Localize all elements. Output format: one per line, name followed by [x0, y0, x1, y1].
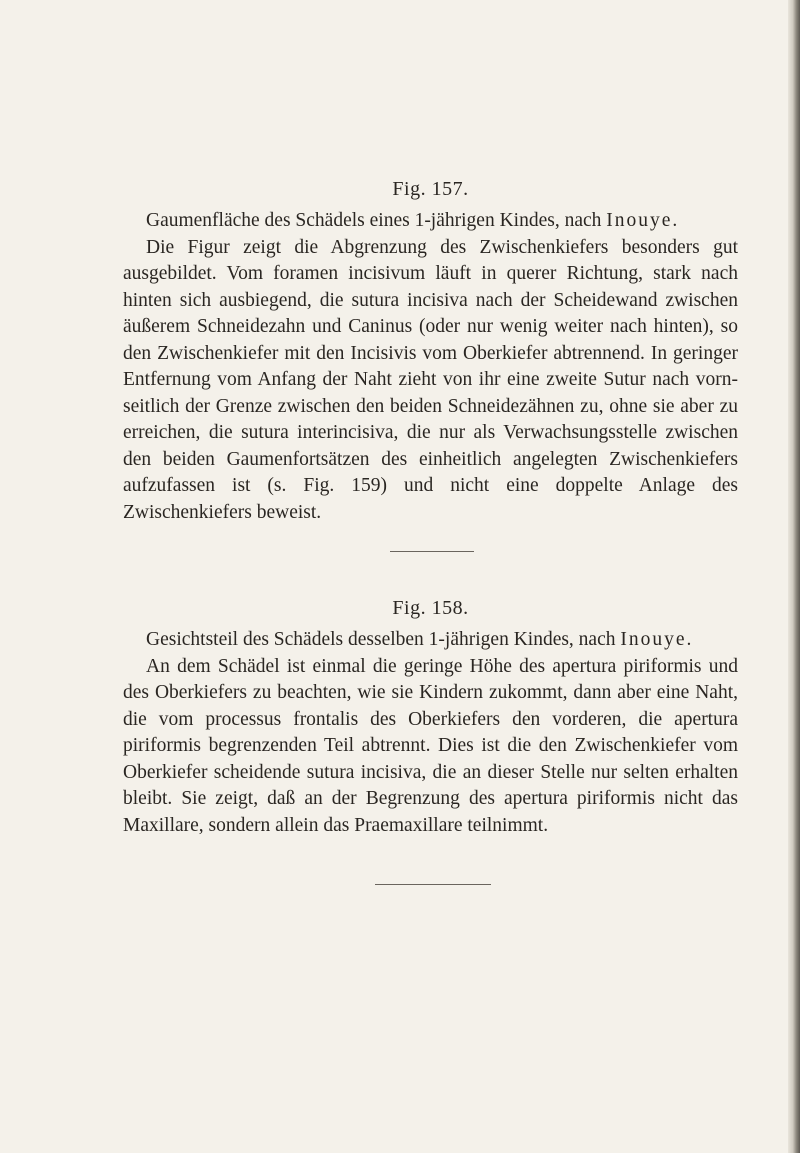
figure-157-caption-author: Inouye — [606, 210, 673, 231]
page-edge-shadow — [788, 0, 800, 1153]
figure-158-label: Fig. 158. — [392, 597, 469, 619]
figure-158-section — [123, 595, 738, 839]
figure-157-caption-end: . — [672, 210, 678, 231]
figure-157-label: Fig. 157. — [392, 178, 469, 200]
figure-157-description: Die Figur zeigt die Abgrenzung des Zwischenkiefers besonders gut ausgebildet. Vom foramen incisivum läuft in querer Richtung, stark nach hinten sich ausbiegend, die sutura incisiva nach der Scheidewand zwischen äußerem Schneidezahn und Caninus (oder nur wenig weiter nach hinten), so den Zwischenkiefer mit den Incisivis vom Oberkiefer abtrennend. In geringer Entfernung vom Anfang der Naht zieht von ihr eine zweite Sutur nach vorn-seitlich der Grenze zwischen den beiden Schneidezähnen zu, ohne sie aber zu erreichen, die sutura interincisiva, die nur als Verwachsungsstelle zwischen den beiden Gaumenfortsätzen des einheitlich angelegten Zwischenkiefers aufzufassen ist (s. Fig. 159) und nicht eine doppelte Anlage des Zwischenkiefers beweist. — [123, 236, 738, 523]
figure-158-caption-text: Gesichtsteil des Schädels desselben 1-jährigen Kindes, nach — [146, 629, 621, 650]
figure-158-caption-end: . — [686, 629, 692, 650]
section-divider-2 — [375, 884, 491, 885]
figure-158-description: An dem Schädel ist einmal die geringe Höhe des apertura piriformis und des Oberkiefers zu beachten, wie sie Kindern zukommt, dann aber eine Naht, die vom processus frontalis des Oberkiefers den vorderen, die apertura piriformis begrenzenden Teil abtrennt. Dies ist die den Zwischenkiefer vom Oberkiefer scheidende sutura incisiva, die an dieser Stelle nur selten erhalten bleibt. Sie zeigt, daß an der Begrenzung des apertura piriformis nicht das Maxillare, sondern allein das Praemaxillare teilnimmt. — [123, 655, 738, 836]
figure-157-caption — [123, 208, 738, 235]
section-divider-1 — [390, 551, 474, 552]
figure-157-section — [123, 176, 738, 526]
figure-157-caption-text: Gaumenfläche des Schädels eines 1-jährigen Kindes, nach — [146, 210, 607, 231]
figure-158-caption — [123, 627, 738, 654]
figure-158-caption-author: Inouye — [620, 629, 687, 650]
